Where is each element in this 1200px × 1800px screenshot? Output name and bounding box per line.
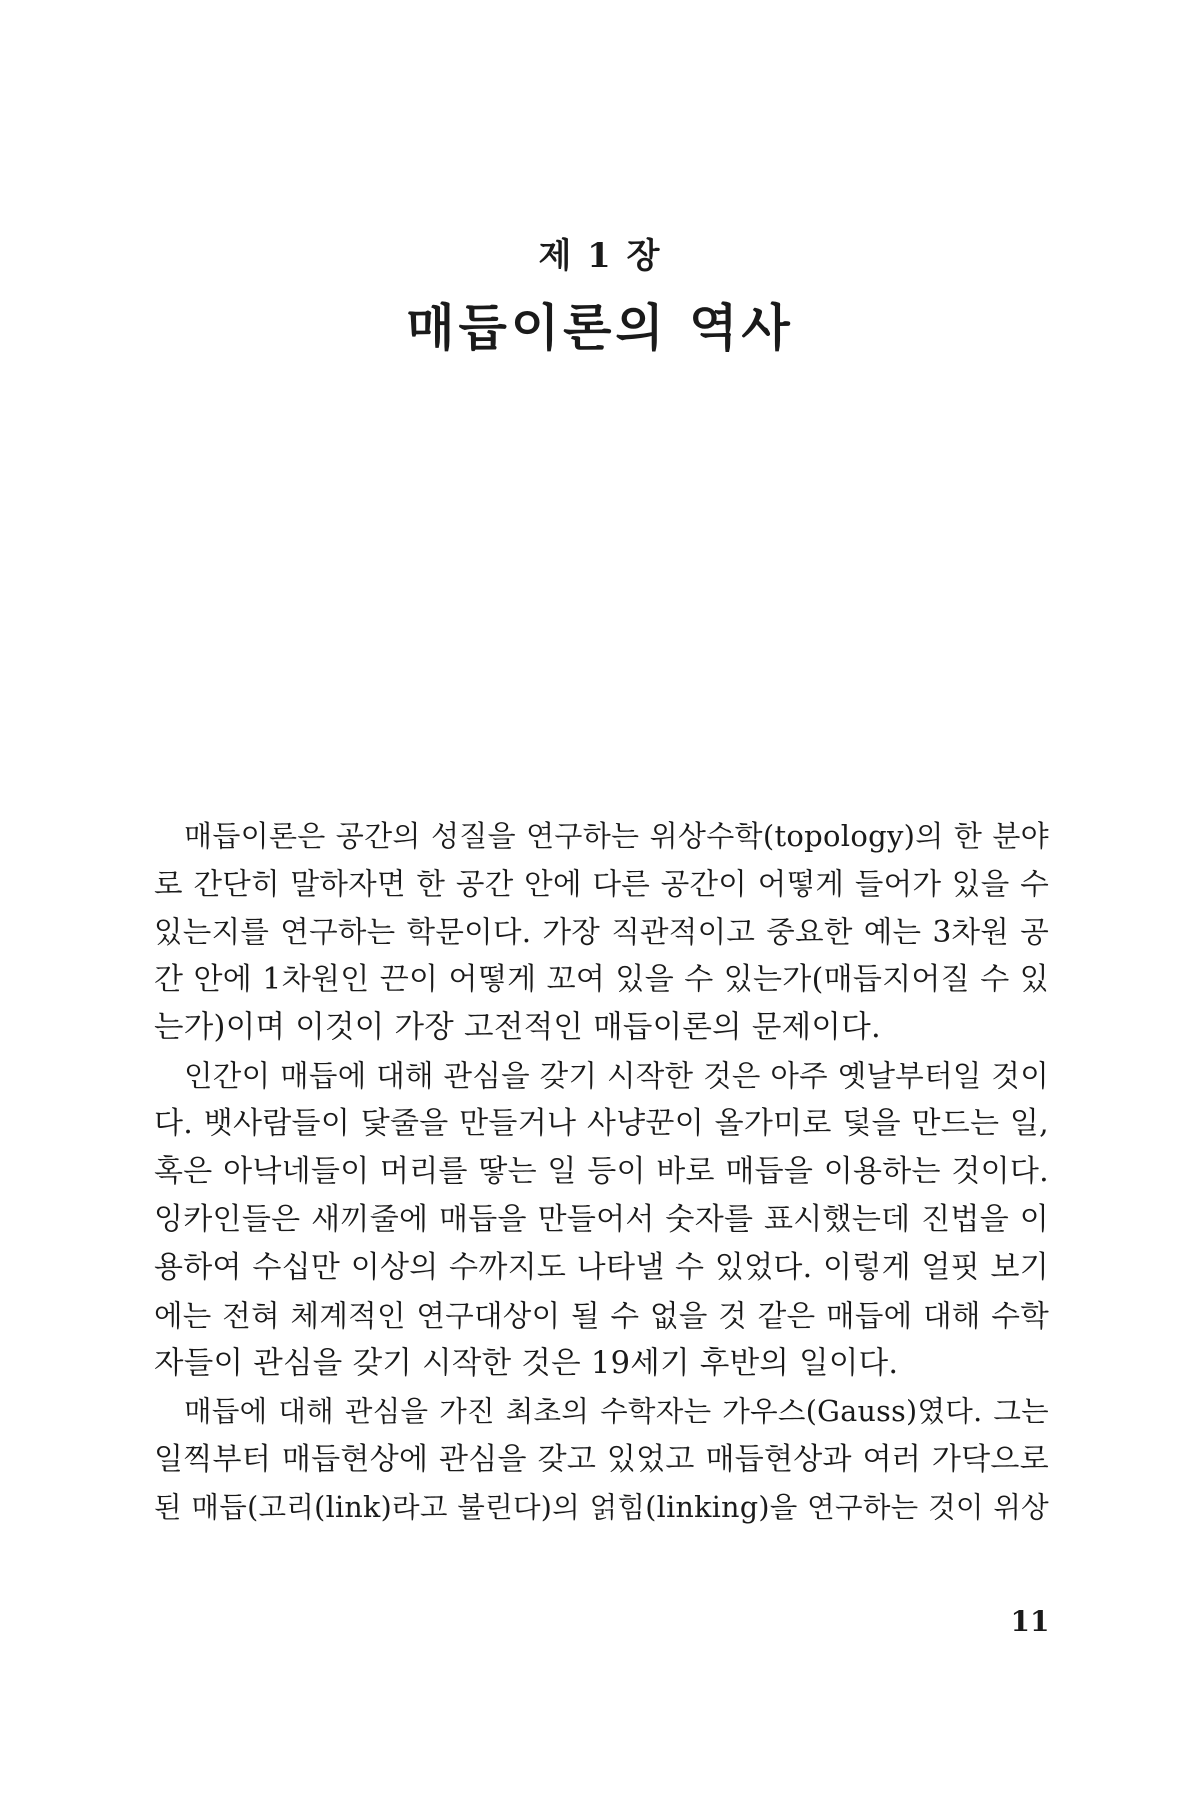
chapter-title: 매듭이론의 역사 [406, 298, 794, 357]
chapter-number: 제 1 장 [538, 236, 662, 276]
page-number: 11 [1010, 1605, 1050, 1638]
body-text [154, 812, 1049, 1532]
body-line: 자들이 관심을 갖기 시작한 것은 19세기 후반의 일이다. [154, 1346, 899, 1381]
body-line: 매듭에 대해 관심을 가진 최초의 수학자는 가우스(Gauss)였다. 그는 [184, 1395, 1049, 1428]
body-line: 혹은 아낙네들이 머리를 땋는 일 등이 바로 매듭을 이용하는 것이다. [154, 1154, 1049, 1189]
body-line: 에는 전혀 체계적인 연구대상이 될 수 없을 것 같은 매듭에 대해 수학 [154, 1299, 1049, 1333]
body-line: 간 안에 1차원인 끈이 어떻게 꼬여 있을 수 있는가(매듭지어질 수 있 [154, 962, 1049, 997]
body-line: 있는지를 연구하는 학문이다. 가장 직관적이고 중요한 예는 3차원 공 [154, 915, 1049, 949]
body-line: 다. 뱃사람들이 닻줄을 만들거나 사냥꾼이 올가미로 덫을 만드는 일, [154, 1106, 1049, 1141]
body-line: 매듭이론은 공간의 성질을 연구하는 위상수학(topology)의 한 분야 [184, 819, 1049, 853]
body-line: 용하여 수십만 이상의 수까지도 나타낼 수 있었다. 이렇게 얼핏 보기 [154, 1250, 1049, 1285]
body-line: 는가)이며 이것이 가장 고전적인 매듭이론의 문제이다. [154, 1010, 881, 1045]
body-line: 된 매듭(고리(link)라고 불린다)의 얽힘(linking)을 연구하는 것이 위상 [154, 1491, 1049, 1524]
body-line: 로 간단히 말하자면 한 공간 안에 다른 공간이 어떻게 들어가 있을 수 [154, 867, 1049, 901]
body-line: 인간이 매듭에 대해 관심을 갖기 시작한 것은 아주 옛날부터일 것이 [184, 1059, 1049, 1093]
body-line: 잉카인들은 새끼줄에 매듭을 만들어서 숫자를 표시했는데 진법을 이 [154, 1202, 1049, 1237]
body-line: 일찍부터 매듭현상에 관심을 갖고 있었고 매듭현상과 여러 가닥으로 [154, 1442, 1049, 1477]
